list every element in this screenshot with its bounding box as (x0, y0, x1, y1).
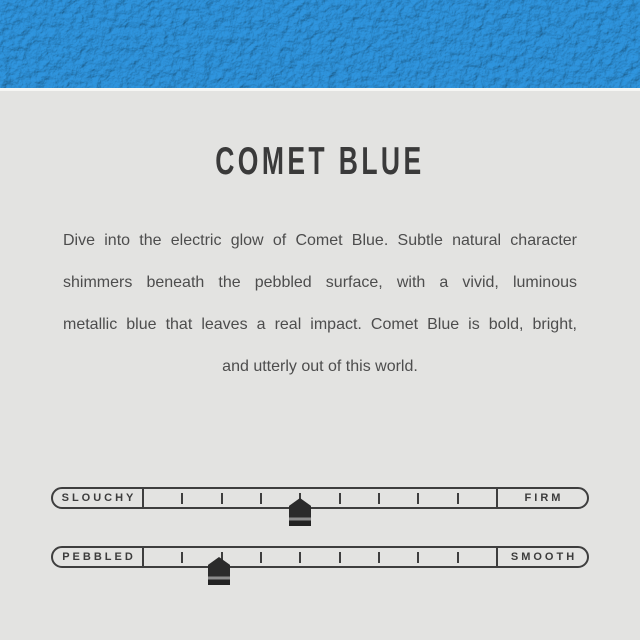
description-line: shimmers beneath the pebbled surface, with a vivid, luminous (63, 274, 577, 291)
tick-mark (260, 493, 262, 504)
tick-mark (339, 552, 341, 563)
slider-slouchy-firm (51, 487, 589, 529)
tick-mark (221, 493, 223, 504)
tick-mark (181, 493, 183, 504)
description-line: Dive into the electric glow of Comet Blue. Subtle natural character (63, 232, 577, 249)
leather-swatch-image (0, 0, 640, 91)
tick-mark (260, 552, 262, 563)
product-description (63, 220, 577, 388)
slider-left-label: SLOUCHY (61, 492, 137, 504)
tick-mark (299, 552, 301, 563)
tick-mark (417, 552, 419, 563)
tick-mark (378, 552, 380, 563)
page-title (0, 138, 640, 186)
tick-mark (417, 493, 419, 504)
tick-mark (378, 493, 380, 504)
tick-mark (339, 493, 341, 504)
tick-mark (457, 552, 459, 563)
description-line: and utterly out of this world. (222, 358, 418, 375)
leather-texture-graphic (0, 0, 640, 88)
slider-right-label: FIRM (524, 492, 564, 504)
page-title-text: COMET BLUE (215, 140, 425, 183)
tick-zone (144, 489, 496, 507)
slider-pebbled-smooth (51, 546, 589, 588)
description-line: metallic blue that leaves a real impact. Comet Blue is bold, bright, (63, 316, 577, 333)
tick-zone (144, 548, 496, 566)
slider-right-label: SMOOTH (510, 551, 578, 563)
slider-left-label: PEBBLED (62, 551, 136, 563)
tick-mark (457, 493, 459, 504)
slider-track (51, 487, 589, 509)
slider-track (51, 546, 589, 568)
tick-mark (181, 552, 183, 563)
